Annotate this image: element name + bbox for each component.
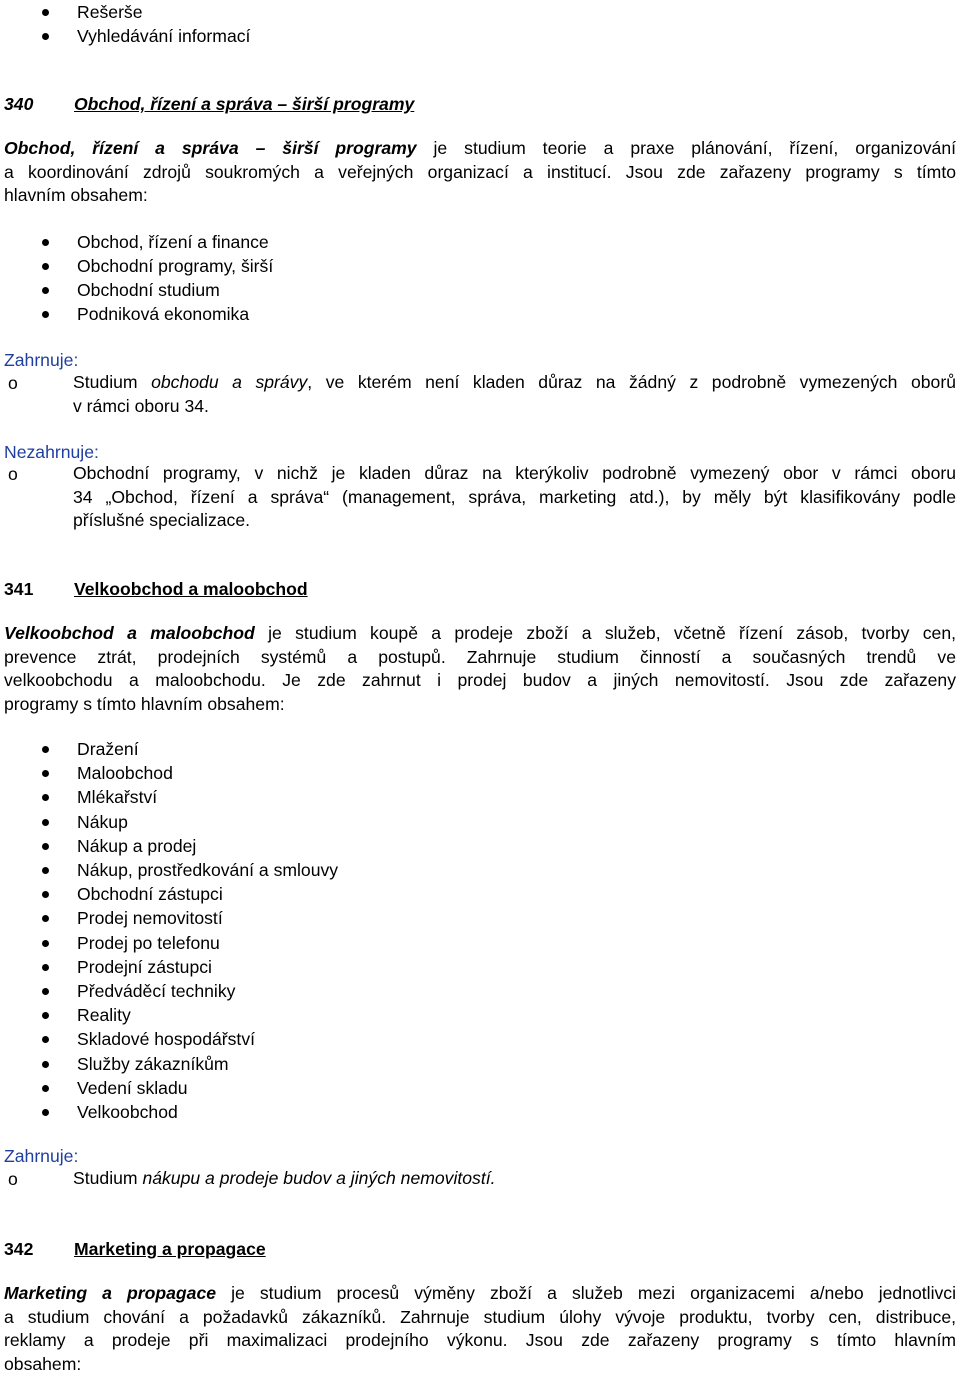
bullet-icon xyxy=(42,891,49,898)
bullet-icon xyxy=(42,9,49,16)
includes-label: Zahrnuje: xyxy=(4,350,79,370)
bullet-icon xyxy=(42,843,49,850)
excludes-label: Nezahrnuje: xyxy=(4,442,99,462)
section-340-description: Obchod, řízení a správa – širší programy je studium teorie a praxe plánování, řízení, organizování a koordinování zdrojů soukromých a veřejných organizací a institucí. Jsou zde zařazeny programy s tímto hlavním obsahem: xyxy=(4,138,957,205)
bullet-icon xyxy=(42,819,49,826)
bullet-icon xyxy=(42,770,49,777)
bullet-icon xyxy=(42,988,49,995)
bullet-icon xyxy=(42,964,49,971)
bullet-icon xyxy=(42,239,49,246)
bullet-icon xyxy=(42,1061,49,1068)
section-heading-340: 340 Obchod, řízení a správa – širší programy xyxy=(4,94,415,114)
excludes-text: Obchodní programy, v nichž je kladen důraz na kterýkoliv podrobně vymezený obor v rámci oboru 34 „Obchod, řízení a správa“ (management, správa, marketing atd.), by měly být klasifikovány podle příslušné specializace. xyxy=(73,463,956,530)
bullet-icon xyxy=(42,33,49,40)
section-342-description: Marketing a propagace je studium procesů výměny zboží a služeb mezi organizacemi a/nebo jednotlivci a studium chování a požadavků zákazníků. Zahrnuje studium úlohy vývoje produktu, tvorby cen, distribuce, reklamy a prodeje při maximalizaci prodejního výkonu. Jsou zde zařazeny programy s tímto hlavním obsahem: xyxy=(4,1283,956,1374)
bullet-icon xyxy=(42,311,49,318)
circle-bullet-icon: o xyxy=(8,464,18,484)
section-heading-342: 342 Marketing a propagace xyxy=(4,1239,266,1259)
bullet-icon xyxy=(42,287,49,294)
includes-label: Zahrnuje: xyxy=(4,1146,79,1166)
bullet-icon xyxy=(42,794,49,801)
circle-bullet-icon: o xyxy=(8,1169,18,1189)
bullet-icon xyxy=(42,1109,49,1116)
circle-bullet-icon: o xyxy=(8,373,18,393)
document-page: Rešerše Vyhledávání informací 340 Obchod, řízení a správa – širší programy Obchod, řízení a správa – širší programy je studium teorie a praxe plánování, řízení, organizování a koordinování zdrojů soukromých a veřejných organizací a institucí. Jsou zde zařazeny programy s tímto hlavním obsahem: Obchod, řízení a finance Obchodní programy, širší Obchodní studium Podniková ekonomika Zahrnuje: o Studium obchodu a správy, ve kterém není kladen důraz na žádný z podrobně vymezených oborů v rámci oboru 34. Nezahrnuje: o Obchodní programy, v nichž je kladen důraz na kterýkoliv podrobně vymezený obor v rámci oboru 34 „Obchod, řízení a správa“ (management, správa, marketing atd.), by měly být klasifikovány podle příslušné specializace. 341 Velkoobchod a maloobchod Velkoobchod a maloobchod je studium koupě a prodeje zboží a služeb, včetně řízení zásob, tvorby cen, prevence ztrát, prodejních systémů a postupů. Zahrnuje studium činností a současných trendů ve velkoobchodu a maloobchodu. Je zde zahrnut i prodej budov a jiných nemovitostí. Jsou zde zařazeny programy s tímto hlavním obsahem: Dražení Maloobchod Mlékařství Nákup Nákup a prodej Nákup, prostředkování a smlouvy Obchodní zástupci Prodej nemovitostí Prodej po telefonu Prodejní zástupci Předváděcí techniky Reality Skladové hospodářství Služby zákazníkům Vedení skladu Velkoobchod Zahrnuje: o Studium nákupu a prodeje budov a jiných nemovitostí. 342 Marketing a propagace Marketing a propagace je studium procesů výměny zboží a služeb mezi organizacemi a/nebo jednotlivci a studium chování a požadavků zákazníků. Zahrnuje studium úlohy vývoje produktu, tvorby cen, distribuce, reklamy a prodeje při maximalizaci prodejního výkonu. Jsou zde zařazeny programy s tímto hlavním obsahem: xyxy=(0,0,960,1371)
includes-text: Studium obchodu a správy, ve kterém není kladen důraz na žádný z podrobně vymezených oborů v rámci oboru 34. xyxy=(73,372,956,416)
section-341-description: Velkoobchod a maloobchod je studium koupě a prodeje zboží a služeb, včetně řízení zásob, tvorby cen, prevence ztrát, prodejních systémů a postupů. Zahrnuje studium činností a současných trendů ve velkoobchodu a maloobchodu. Je zde zahrnut i prodej budov a jiných nemovitostí. Jsou zde zařazeny programy s tímto hlavním obsahem: xyxy=(4,623,956,714)
bullet-icon xyxy=(42,1012,49,1019)
bullet-icon xyxy=(42,867,49,874)
bullet-icon xyxy=(42,1085,49,1092)
bullet-icon xyxy=(42,263,49,270)
bullet-icon xyxy=(42,940,49,947)
bullet-icon xyxy=(42,746,49,753)
section-heading-341: 341 Velkoobchod a maloobchod xyxy=(4,579,308,599)
includes-text: Studium nákupu a prodeje budov a jiných nemovitostí. xyxy=(73,1168,496,1188)
bullet-icon xyxy=(42,1036,49,1043)
bullet-icon xyxy=(42,915,49,922)
